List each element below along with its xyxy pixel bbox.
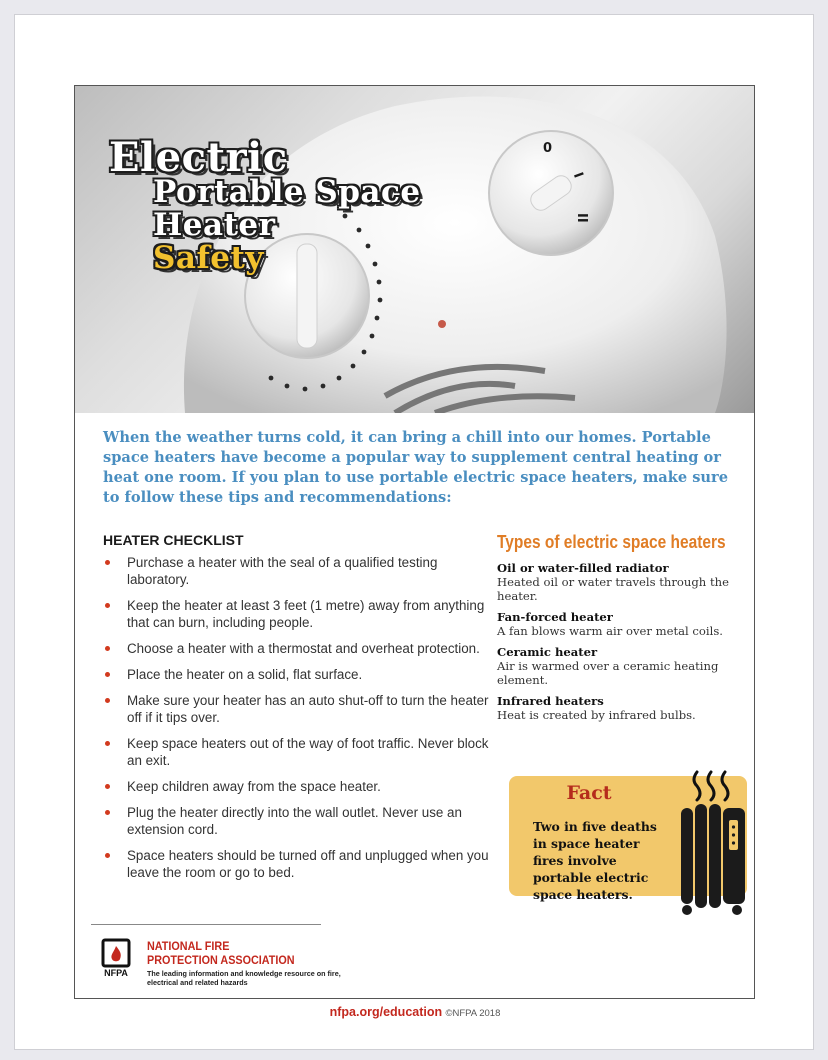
hero-image (75, 86, 754, 413)
bullet-icon (105, 672, 110, 677)
list-item: Keep children away from the space heater. (103, 778, 493, 795)
title-line-4: Safety (153, 240, 264, 276)
intro-paragraph: When the weather turns cold, it can bring a chill into our homes. Portable space heaters have become a popular way to supplement central heating or heat one room. If you plan to use portable electric space heaters, make sure to follow these tips and recommendations: (103, 429, 729, 506)
bullet-icon (105, 698, 110, 703)
bullet-icon (105, 784, 110, 789)
list-item: Choose a heater with a thermostat and overheat protection. (103, 640, 493, 657)
dial-label-off: 0 (543, 141, 553, 156)
checklist-heading: HEATER CHECKLIST (103, 532, 244, 548)
nfpa-logo-text: NFPA (104, 968, 128, 978)
bullet-icon (105, 810, 110, 815)
title-line-3: Heater (153, 207, 276, 243)
list-item: Plug the heater directly into the wall outlet. Never use an extension cord. (103, 804, 493, 838)
nfpa-logo-icon (97, 938, 135, 978)
heater-type-infrared: Infrared heaters Heat is created by infrared bulbs. (497, 694, 696, 722)
list-item: Place the heater on a solid, flat surface. (103, 666, 493, 683)
heater-types-heading: Types of electric space heaters (497, 532, 726, 552)
flyer (74, 85, 755, 999)
list-item: Keep the heater at least 3 feet (1 metre) away from anything that can burn, including people. (103, 597, 493, 631)
fact-text: Two in five deaths in space heater fires involve portable electric space heaters. (533, 819, 657, 902)
heater-checklist (103, 554, 493, 890)
bullet-icon (105, 646, 110, 651)
dial-label-high: II (574, 213, 589, 223)
title-line-2: Portable Space (153, 174, 421, 210)
list-item: Keep space heaters out of the way of foot traffic. Never block an exit. (103, 735, 493, 769)
footer-divider (91, 924, 321, 925)
bullet-icon (105, 560, 110, 565)
bullet-icon (105, 603, 110, 608)
list-item: Purchase a heater with the seal of a qualified testing laboratory. (103, 554, 493, 588)
title-line-1: Electric (109, 134, 288, 181)
bullet-icon (105, 853, 110, 858)
fact-box (509, 776, 747, 902)
footer-site-line (15, 1005, 815, 1019)
list-item: Make sure your heater has an auto shut-off to turn the heater off if it tips over. (103, 692, 493, 726)
heater-type-fan-forced: Fan-forced heater A fan blows warm air over metal coils. (497, 610, 723, 638)
org-name: NATIONAL FIRE PROTECTION ASSOCIATION (147, 939, 295, 967)
nfpa-logo (97, 938, 135, 978)
site-url-link[interactable]: nfpa.org/education (329, 1005, 443, 1019)
fact-title: Fact (566, 782, 612, 804)
radiator-heater-icon (659, 768, 755, 918)
heater-types-section (497, 532, 747, 729)
dial-label-low: I (569, 170, 586, 181)
bullet-icon (105, 741, 110, 746)
heater-type-radiator: Oil or water-filled radiator Heated oil or water travels through the heater. (497, 561, 729, 603)
list-item: Space heaters should be turned off and unplugged when you leave the room or go to bed. (103, 847, 493, 881)
heater-type-ceramic: Ceramic heater Air is warmed over a ceramic heating element. (497, 645, 719, 687)
org-tagline: The leading information and knowledge resource on fire, electrical and related hazards (147, 969, 341, 987)
copyright: ©NFPA 2018 (445, 1008, 501, 1019)
document-page (14, 14, 814, 1050)
